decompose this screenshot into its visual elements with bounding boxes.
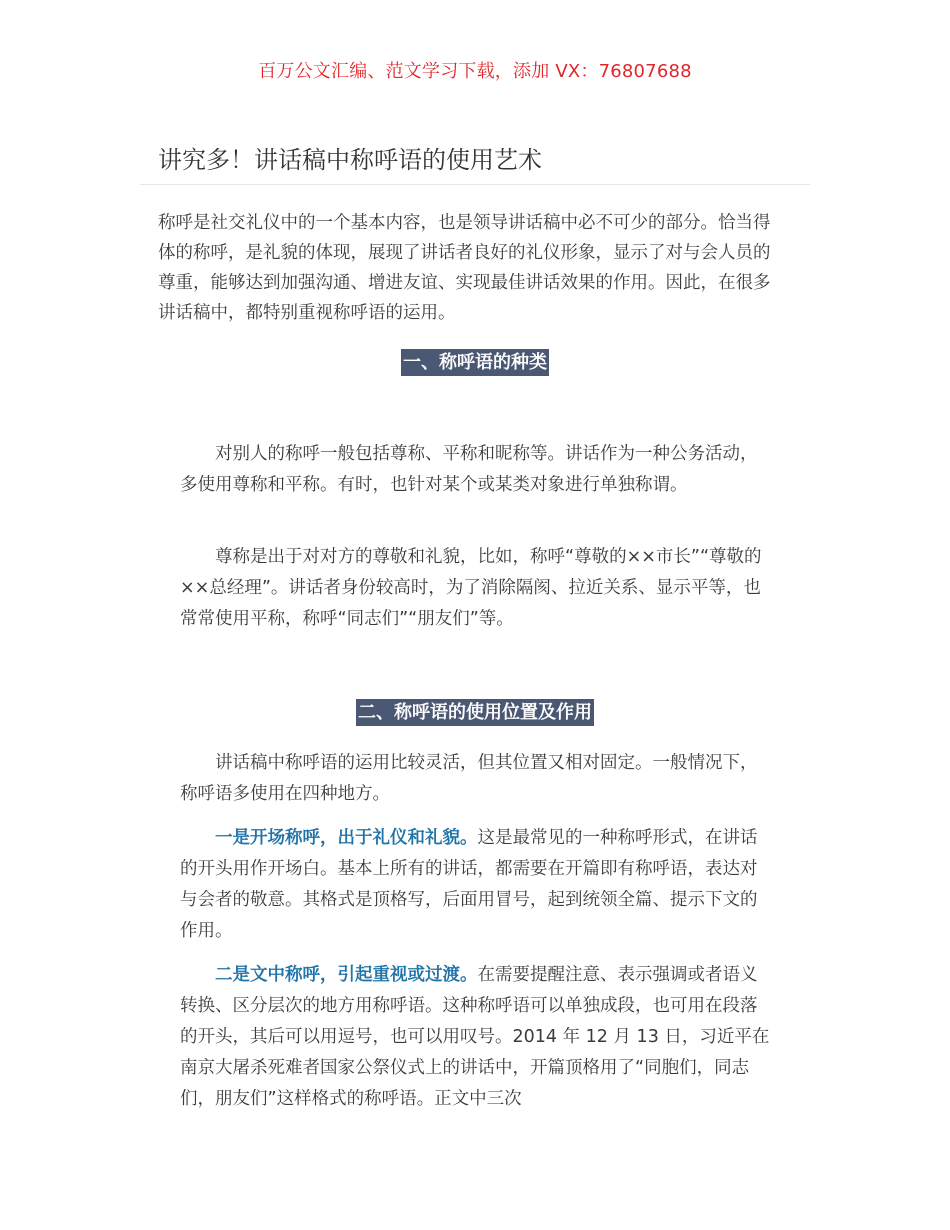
- watermark-banner: 百万公文汇编、范文学习下载，添加 VX：76807688: [258, 61, 692, 82]
- point-1-text: 这是最常见的一种称呼形式，在讲话的开头用作开场白。基本上所有的讲话，都需要在开篇即有称呼语，表达对与会者的敬意。其格式是顶格写，后面用冒号，起到统领全篇、提示下文的作用。: [180, 828, 758, 941]
- point-2-text: 在需要提醒注意、表示强调或者语义转换、区分层次的地方用称呼语。这种称呼语可以单独成段，也可用在段落的开头，其后可以用逗号，也可以用叹号。2014 年 12 月 13 日，习近平在南京大屠杀死难者国家公祭仪式上的讲话中，开篇顶格用了“同胞们，同志们，朋友们”这样格式的称呼语。正文中三次: [180, 965, 770, 1109]
- section-1-paragraph-2: 尊称是出于对对方的尊敬和礼貌，比如，称呼“尊敬的××市长”“尊敬的××总经理”。讲话者身份较高时，为了消除隔阂、拉近关系、显示平等，也常常使用平称，称呼“同志们”“朋友们”等。: [180, 547, 762, 629]
- section-1-heading: [0, 346, 950, 376]
- section-2-heading: [0, 696, 950, 726]
- article-title: 讲究多！讲话稿中称呼语的使用艺术: [158, 146, 542, 174]
- section-2-paragraph-3: [180, 960, 770, 1115]
- point-1-lead: 一是开场称呼，出于礼仪和礼貌。: [215, 828, 478, 848]
- intro-paragraph: 称呼是社交礼仪中的一个基本内容，也是领导讲话稿中必不可少的部分。恰当得体的称呼，是礼貌的体现，展现了讲话者良好的礼仪形象，显示了对与会人员的尊重，能够达到加强沟通、增进友谊、实现最佳讲话效果的作用。因此，在很多讲话稿中，都特别重视称呼语的运用。: [158, 213, 771, 323]
- section-2-heading-text: 二、称呼语的使用位置及作用: [356, 699, 594, 726]
- point-2-lead: 二是文中称呼，引起重视或过渡。: [215, 965, 478, 985]
- title-divider: [140, 184, 810, 185]
- section-2-paragraph-1: 讲话稿中称呼语的运用比较灵活，但其位置又相对固定。一般情况下，称呼语多使用在四种地方。: [180, 753, 758, 804]
- section-2-paragraph-2: [180, 823, 770, 947]
- section-1-heading-text: 一、称呼语的种类: [401, 349, 549, 376]
- section-1-paragraph-1: 对别人的称呼一般包括尊称、平称和昵称等。讲话作为一种公务活动，多使用尊称和平称。有时，也针对某个或某类对象进行单独称谓。: [180, 444, 758, 495]
